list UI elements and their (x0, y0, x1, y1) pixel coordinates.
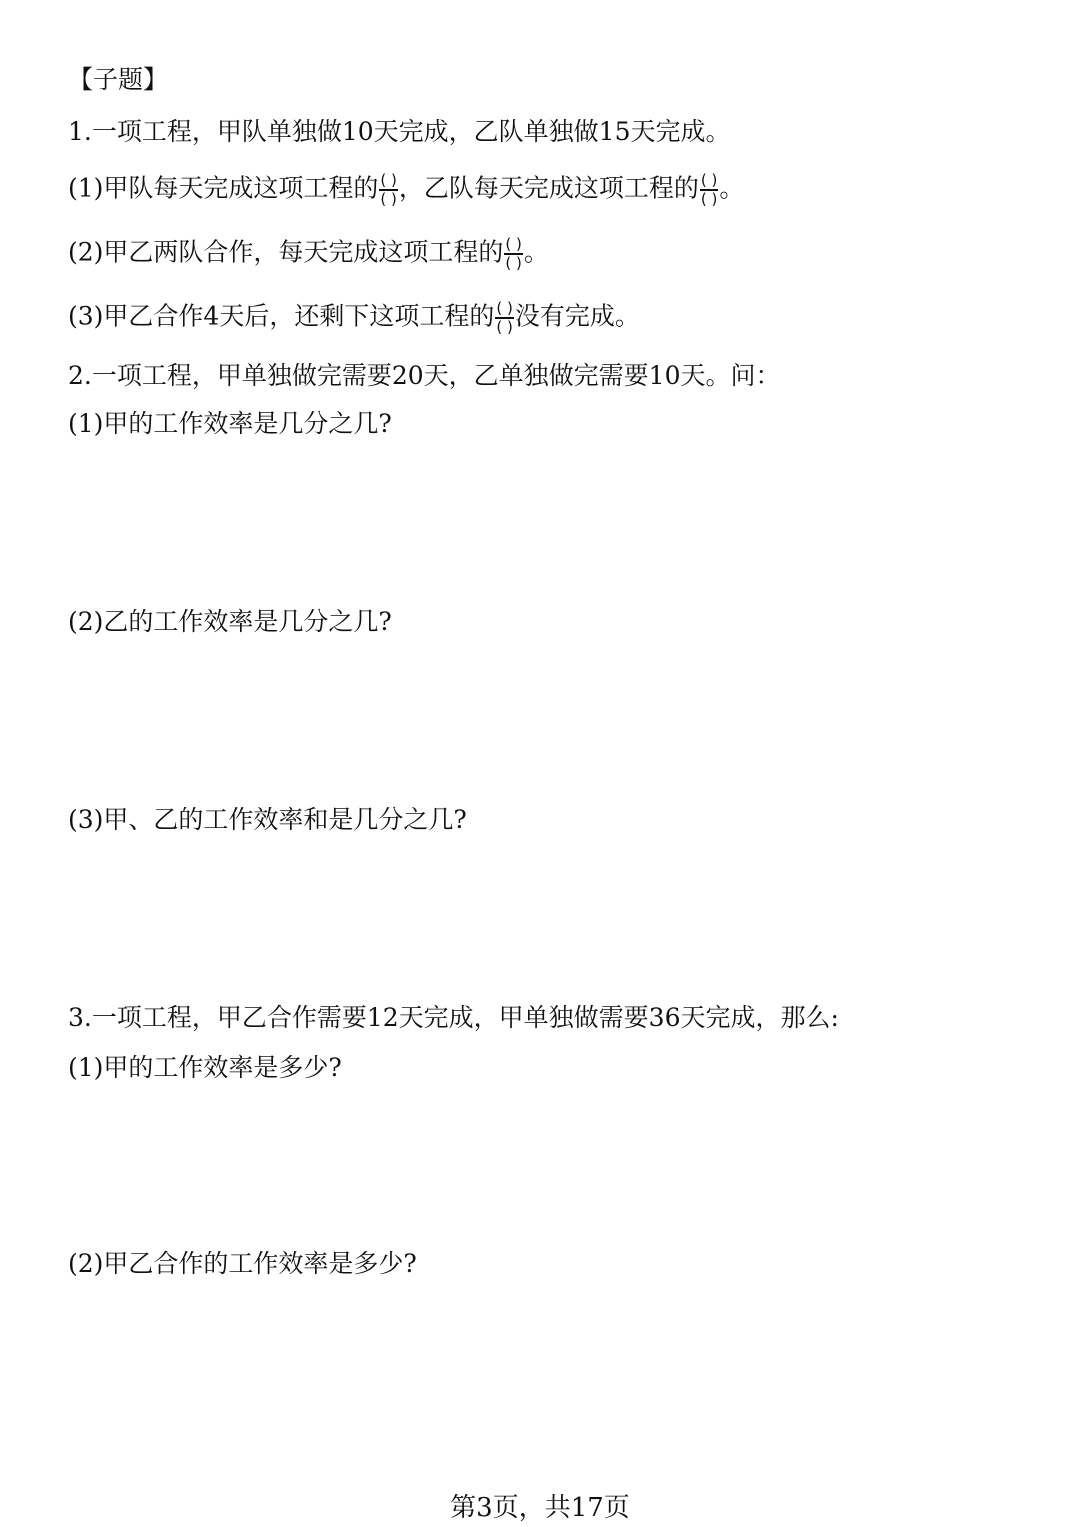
question-2-part-2: (2)乙的工作效率是几分之几? (68, 607, 392, 636)
numerator-blank: ( ) (496, 299, 513, 317)
numerator-blank: ( ) (380, 171, 397, 189)
question-2-stem: 2.一项工程，甲单独做完需要20天，乙单独做完需要10天。问： (68, 361, 781, 390)
question-3-part-1: (1)甲的工作效率是多少? (68, 1053, 342, 1082)
fraction-blank (504, 236, 522, 272)
fraction-blank (379, 172, 397, 208)
q1-part-1-text-c: 。 (719, 173, 745, 203)
q1-part-1-text-a: (1)甲队每天完成这项工程的 (68, 173, 379, 203)
question-3-part-2: (2)甲乙合作的工作效率是多少? (68, 1249, 417, 1278)
numerator-blank: ( ) (505, 235, 522, 253)
question-1-stem: 1.一项工程，甲队单独做10天完成，乙队单独做15天完成。 (68, 117, 731, 146)
denominator-blank: ( ) (380, 190, 397, 208)
numerator-blank: ( ) (700, 171, 718, 189)
q1-part-1-text-b: ，乙队每天完成这项工程的 (398, 173, 699, 203)
fraction-blank (700, 172, 718, 208)
question-3-stem: 3.一项工程，甲乙合作需要12天完成，甲单独做需要36天完成，那么: (68, 1003, 839, 1032)
page-footer: 第3页，共17页 (450, 1493, 630, 1523)
fraction-blank (495, 300, 513, 336)
question-1-part-3 (68, 300, 640, 336)
q1-part-3-text-b: 没有完成。 (514, 301, 640, 331)
question-2-part-1: (1)甲的工作效率是几分之几? (68, 409, 392, 438)
question-1-part-2 (68, 236, 549, 272)
denominator-blank: ( ) (505, 254, 522, 272)
q1-part-3-text-a: (3)甲乙合作4天后，还剩下这项工程的 (68, 301, 495, 331)
denominator-blank: ( ) (700, 190, 718, 208)
question-2-part-3: (3)甲、乙的工作效率和是几分之几? (68, 805, 467, 834)
question-1-part-1 (68, 172, 744, 208)
q1-part-2-text-b: 。 (523, 237, 549, 267)
denominator-blank: ( ) (496, 318, 513, 336)
section-title: 【子题】 (68, 65, 169, 94)
q1-part-2-text-a: (2)甲乙两队合作，每天完成这项工程的 (68, 237, 504, 267)
